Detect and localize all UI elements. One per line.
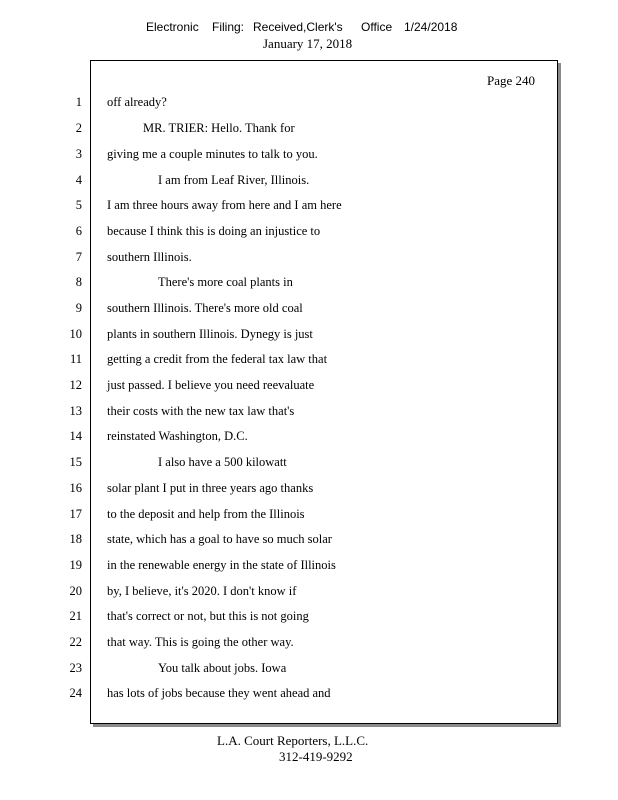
line-number: 16 (69, 481, 82, 495)
transcript-line: I also have a 500 kilowatt (158, 455, 287, 469)
transcript-line: I am from Leaf River, Illinois. (158, 173, 310, 187)
transcript-line: There's more coal plants in (158, 275, 293, 289)
transcript-line: has lots of jobs because they went ahead and (107, 686, 331, 700)
line-number: 13 (69, 404, 82, 418)
header-office: Office (361, 20, 393, 34)
header-filing: Filing: (212, 20, 245, 34)
transcript-line: giving me a couple minutes to talk to you. (107, 147, 318, 161)
footer-company: L.A. Court Reporters, L.L.C. (217, 733, 369, 748)
line-number: 3 (75, 147, 82, 161)
line-number: 5 (75, 198, 82, 212)
line-number: 18 (69, 532, 82, 546)
line-number: 22 (69, 635, 82, 649)
line-number: 12 (69, 378, 82, 392)
transcript-line: state, which has a goal to have so much solar (107, 532, 332, 546)
line-number: 2 (75, 121, 82, 135)
transcript-line: by, I believe, it's 2020. I don't know if (107, 584, 297, 598)
line-number: 10 (69, 327, 82, 341)
transcript-line: solar plant I put in three years ago thanks (107, 481, 314, 495)
transcript-line: I am three hours away from here and I am here (107, 198, 342, 212)
transcript-line: southern Illinois. There's more old coal (107, 301, 303, 315)
line-number: 14 (69, 429, 82, 443)
line-number: 7 (75, 250, 82, 264)
transcript-line: You talk about jobs. Iowa (158, 661, 287, 675)
line-number: 24 (69, 686, 82, 700)
transcript-line: to the deposit and help from the Illinois (107, 507, 305, 521)
transcript-line: that's correct or not, but this is not going (107, 609, 309, 623)
transcript-line: just passed. I believe you need reevaluate (107, 378, 315, 392)
line-number: 20 (69, 584, 82, 598)
line-number: 21 (69, 609, 82, 623)
line-number: 8 (75, 275, 82, 289)
line-number: 23 (69, 661, 82, 675)
line-number: 11 (69, 352, 82, 366)
transcript-line: that way. This is going the other way. (107, 635, 294, 649)
header-electronic: Electronic (146, 20, 199, 34)
footer-phone: 312-419-9292 (279, 749, 353, 764)
line-number: 1 (75, 95, 82, 109)
transcript-line: plants in southern Illinois. Dynegy is just (107, 327, 313, 341)
transcript-line: in the renewable energy in the state of Illinois (107, 558, 336, 572)
line-number: 9 (75, 301, 82, 315)
transcript-line: MR. TRIER: Hello. Thank for (143, 121, 295, 135)
transcript-line: their costs with the new tax law that's (107, 404, 295, 418)
transcript-line: getting a credit from the federal tax law that (107, 352, 328, 366)
hearing-date: January 17, 2018 (263, 36, 353, 51)
header-received: Received,Clerk's (253, 20, 343, 34)
header-filed-date: 1/24/2018 (404, 20, 458, 34)
line-number: 19 (69, 558, 82, 572)
line-number: 6 (75, 224, 82, 238)
line-number: 17 (69, 507, 82, 521)
line-number: 15 (69, 455, 82, 469)
transcript-line: because I think this is doing an injustice to (107, 224, 321, 238)
transcript-line: reinstated Washington, D.C. (107, 429, 248, 443)
transcript-line: off already? (107, 95, 167, 109)
line-number: 4 (75, 173, 82, 187)
page-number: Page 240 (487, 73, 536, 88)
transcript-line: southern Illinois. (107, 250, 192, 264)
